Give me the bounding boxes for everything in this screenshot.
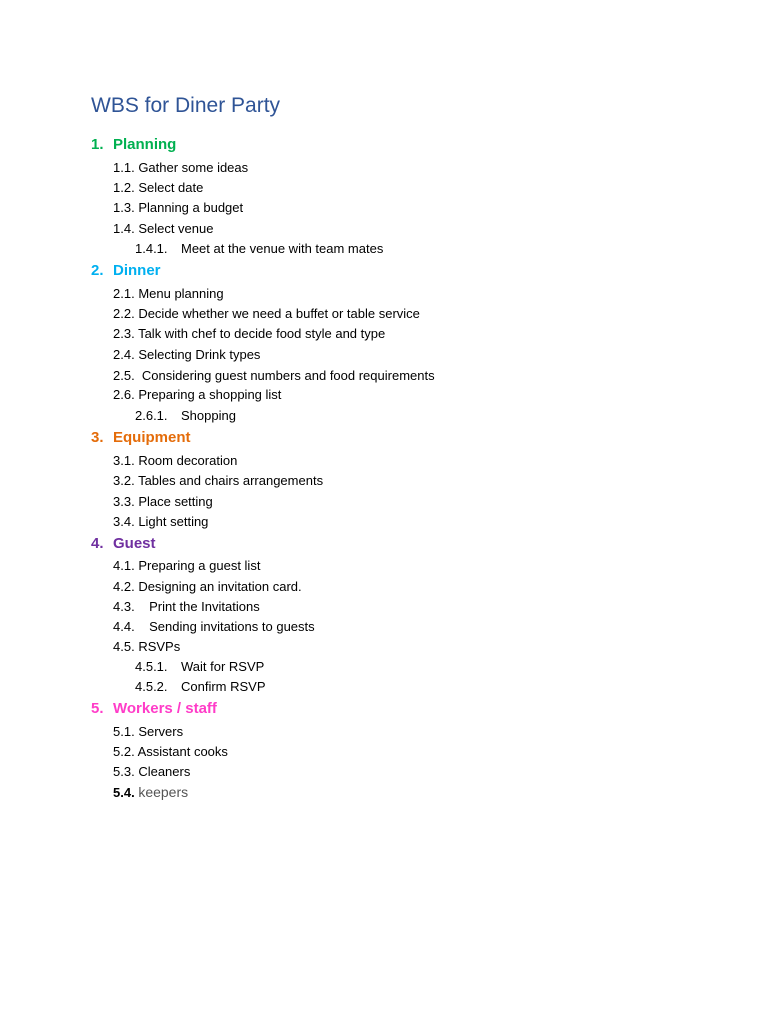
item-number: 1.4. xyxy=(113,221,135,236)
item-text: Meet at the venue with team mates xyxy=(181,241,384,256)
item-text: Shopping xyxy=(181,408,236,423)
item-number: 3.3. xyxy=(113,494,135,509)
item-number: 5.4. xyxy=(113,785,135,800)
item-text: Light setting xyxy=(138,514,209,529)
item-text: Talk with chef to decide food style and type xyxy=(138,326,386,341)
list-subitem xyxy=(135,241,383,256)
list-item xyxy=(113,347,260,362)
item-number: 3.4. xyxy=(113,514,135,529)
item-number: 5.1. xyxy=(113,724,135,739)
section-label: Guest xyxy=(113,535,156,552)
section-heading-workers-staff xyxy=(91,700,217,717)
item-number: 1.2. xyxy=(113,180,135,195)
item-text: Wait for RSVP xyxy=(181,659,265,674)
section-label: Planning xyxy=(113,136,177,153)
list-item xyxy=(113,200,243,215)
list-subitem xyxy=(135,679,266,694)
item-number: 5.2. xyxy=(113,744,135,759)
section-label: Equipment xyxy=(113,429,191,446)
item-number: 2.6.1. xyxy=(135,408,168,423)
item-text: Preparing a guest list xyxy=(138,558,261,573)
list-item xyxy=(113,724,183,739)
item-number: 2.2. xyxy=(113,306,135,321)
list-item xyxy=(113,764,190,779)
item-number: 5.3. xyxy=(113,764,135,779)
list-item xyxy=(113,744,228,759)
list-item xyxy=(113,473,323,488)
item-text: Considering guest numbers and food requirements xyxy=(141,368,435,383)
item-text: keepers xyxy=(138,784,189,800)
list-item xyxy=(113,306,420,321)
item-number: 4.5.2. xyxy=(135,679,168,694)
list-item xyxy=(113,368,435,383)
section-label: Dinner xyxy=(113,262,161,279)
item-text: Confirm RSVP xyxy=(181,679,266,694)
item-text: Place setting xyxy=(138,494,213,509)
section-heading-equipment xyxy=(91,429,191,446)
list-item xyxy=(113,599,260,614)
item-text: Selecting Drink types xyxy=(138,347,261,362)
list-subitem xyxy=(135,659,264,674)
list-subitem xyxy=(135,408,236,423)
section-label: Workers / staff xyxy=(113,700,217,717)
list-item xyxy=(113,494,213,509)
item-number: 4.5. xyxy=(113,639,135,654)
item-text: Tables and chairs arrangements xyxy=(138,473,324,488)
item-text: Cleaners xyxy=(138,764,191,779)
item-number: 3.2. xyxy=(113,473,135,488)
item-number: 4.2. xyxy=(113,579,135,594)
item-number: 1.1. xyxy=(113,160,135,175)
list-item xyxy=(113,387,281,402)
item-text: Sending invitations to guests xyxy=(149,619,315,634)
item-number: 3.1. xyxy=(113,453,135,468)
item-number: 2.5. xyxy=(113,368,135,383)
list-item xyxy=(113,286,224,301)
section-number: 2. xyxy=(91,262,104,279)
list-item xyxy=(113,326,385,341)
item-number: 2.6. xyxy=(113,387,135,402)
list-item xyxy=(113,221,213,236)
item-text: Gather some ideas xyxy=(138,160,249,175)
list-item xyxy=(113,514,208,529)
item-text: Decide whether we need a buffet or table service xyxy=(138,306,420,321)
item-text: Select venue xyxy=(138,221,214,236)
item-number: 2.3. xyxy=(113,326,135,341)
item-number: 1.3. xyxy=(113,200,135,215)
item-text: Planning a budget xyxy=(138,200,244,215)
section-number: 3. xyxy=(91,429,104,446)
item-number: 1.4.1. xyxy=(135,241,168,256)
list-item xyxy=(113,180,203,195)
item-text: Designing an invitation card. xyxy=(138,579,302,594)
item-number: 4.3. xyxy=(113,599,135,614)
item-text: Menu planning xyxy=(138,286,224,301)
list-item xyxy=(113,453,237,468)
item-number: 4.5.1. xyxy=(135,659,168,674)
section-number: 5. xyxy=(91,700,104,717)
item-text: Assistant cooks xyxy=(137,744,228,759)
list-item xyxy=(113,579,302,594)
item-number: 4.1. xyxy=(113,558,135,573)
document-title: WBS for Diner Party xyxy=(91,94,281,117)
list-item xyxy=(113,619,315,634)
item-number: 2.1. xyxy=(113,286,135,301)
item-text: Print the Invitations xyxy=(149,599,260,614)
item-text: Preparing a shopping list xyxy=(138,387,282,402)
item-text: Servers xyxy=(138,724,184,739)
section-heading-planning xyxy=(91,136,176,153)
item-text: Room decoration xyxy=(138,453,238,468)
item-text: Select date xyxy=(138,180,204,195)
section-heading-guest xyxy=(91,535,156,552)
section-heading-dinner xyxy=(91,262,161,279)
item-number: 4.4. xyxy=(113,619,135,634)
section-number: 1. xyxy=(91,136,104,153)
list-item xyxy=(113,639,180,654)
list-item xyxy=(113,558,260,573)
item-text: RSVPs xyxy=(138,639,181,654)
item-number: 2.4. xyxy=(113,347,135,362)
section-number: 4. xyxy=(91,535,104,552)
list-item xyxy=(113,160,248,175)
list-item xyxy=(113,784,188,800)
